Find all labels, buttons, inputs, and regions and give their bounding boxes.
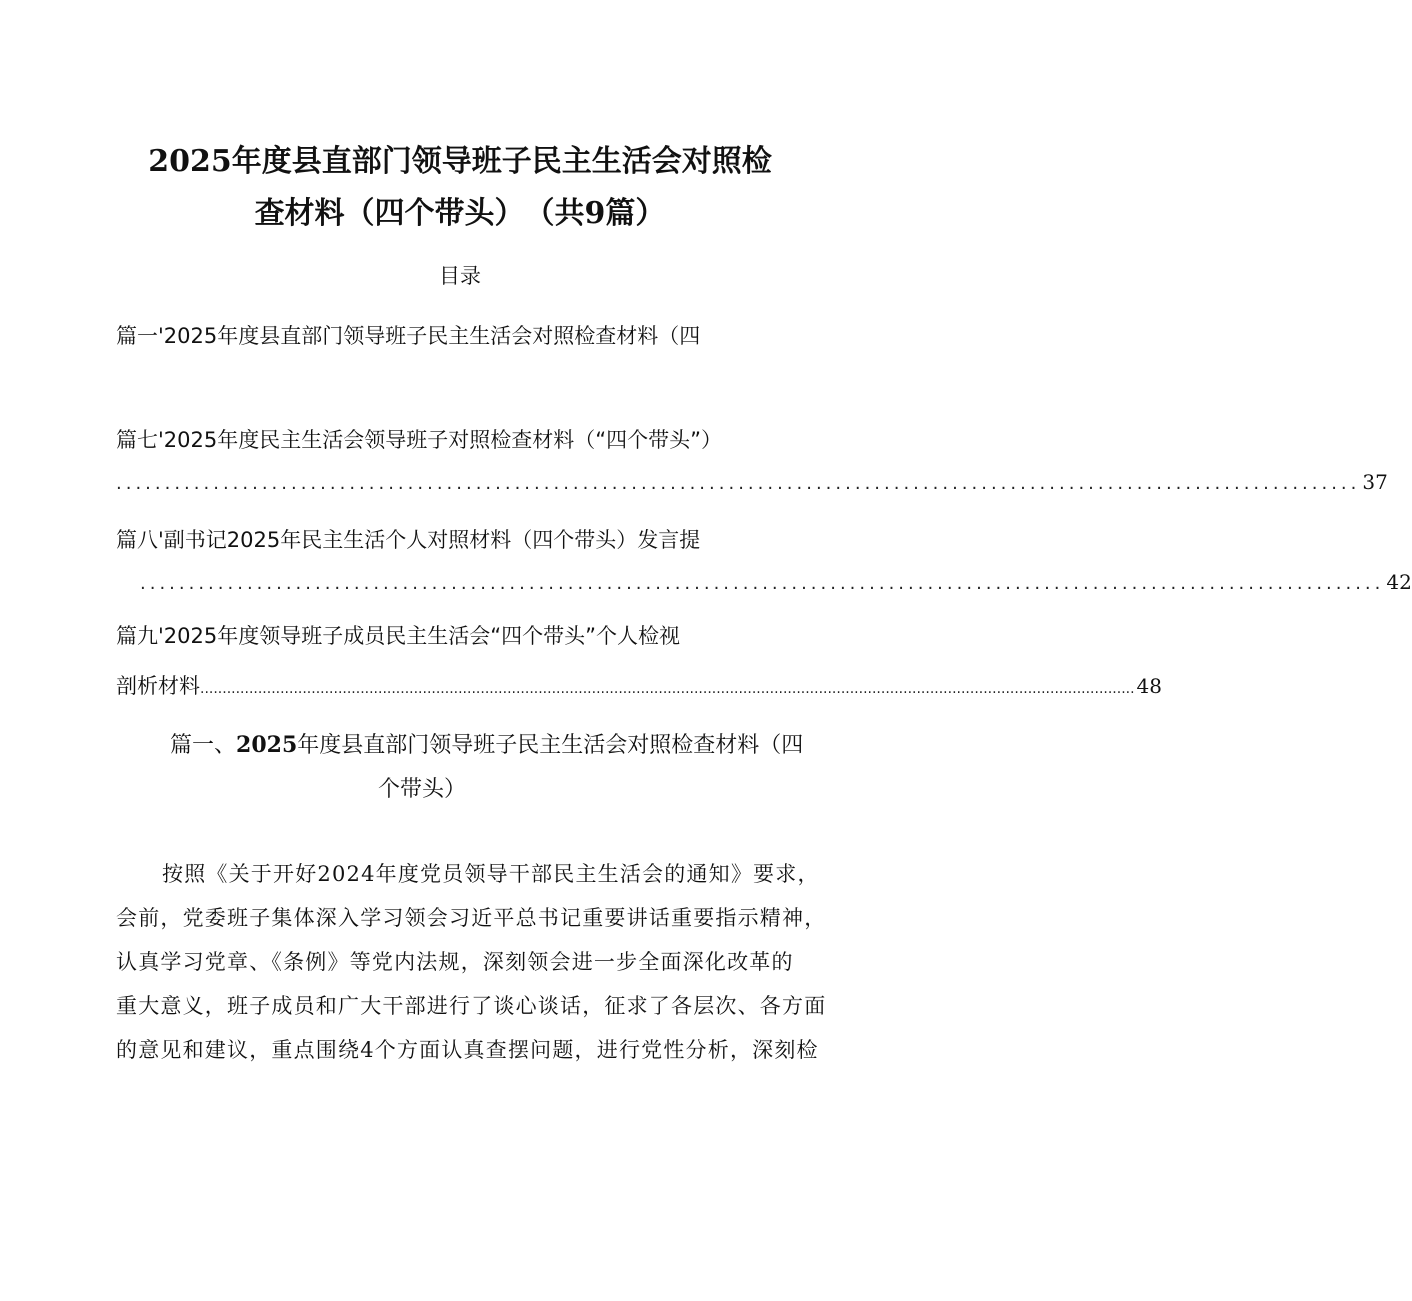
toc-page-number: 48 (1136, 674, 1162, 698)
toc-page-number: 37 (1362, 470, 1388, 494)
body-line-1: 按照《关于开好2024年度党员领导干部民主生活会的通知》要求， (162, 862, 820, 886)
toc-entry-8[interactable]: 篇八'副书记2025年民主生活个人对照材料（四个带头）发言提 (116, 528, 701, 552)
toc-heading: 目录 (439, 264, 481, 288)
section-heading-prefix: 篇一、 (170, 733, 237, 758)
toc-entry-1[interactable]: 篇一'2025年度县直部门领导班子民主生活会对照检查材料（四 (116, 324, 701, 348)
body-line-2: 会前，党委班子集体深入学习领会习近平总书记重要讲话重要指示精神， (116, 906, 827, 930)
section-heading-year: 2025 (236, 732, 298, 758)
toc-leader-9 (116, 670, 1162, 700)
section-heading-line-2: 个带头） (378, 777, 467, 802)
toc-page-number: 42 (1386, 570, 1412, 594)
document-title-line-1: 2025年度县直部门领导班子民主生活会对照检 (148, 144, 772, 179)
section-heading-line-1 (170, 728, 803, 759)
body-line-3: 认真学习党章、《条例》等党内法规，深刻领会进一步全面深化改革的 (116, 950, 794, 974)
toc-leader-7 (116, 470, 1388, 494)
dot-leader: ................................................................................................................................ (140, 573, 1385, 594)
document-title-line-2: 查材料（四个带头） （共9篇） (254, 196, 666, 231)
dot-leader: ................................................................................................................................ (116, 473, 1361, 494)
section-heading-rest: 年度县直部门领导班子民主生活会对照检查材料（四 (297, 733, 804, 758)
body-line-5: 的意见和建议，重点围绕4个方面认真查摆问题，进行党性分析，深刻检 (116, 1038, 819, 1062)
toc-leader-8 (140, 570, 1412, 594)
toc-entry-7[interactable]: 篇七'2025年度民主生活会领导班子对照检查材料（“四个带头”） (116, 428, 722, 452)
toc-entry-9[interactable]: 篇九'2025年度领导班子成员民主生活会“四个带头”个人检视 (116, 624, 680, 648)
dot-leader: .................................................................................................................................................................................................................. (200, 681, 1135, 697)
toc-entry-9-continuation: 剖析材料 (116, 674, 200, 698)
body-line-4: 重大意义，班子成员和广大干部进行了谈心谈话，征求了各层次、各方面 (116, 994, 827, 1018)
